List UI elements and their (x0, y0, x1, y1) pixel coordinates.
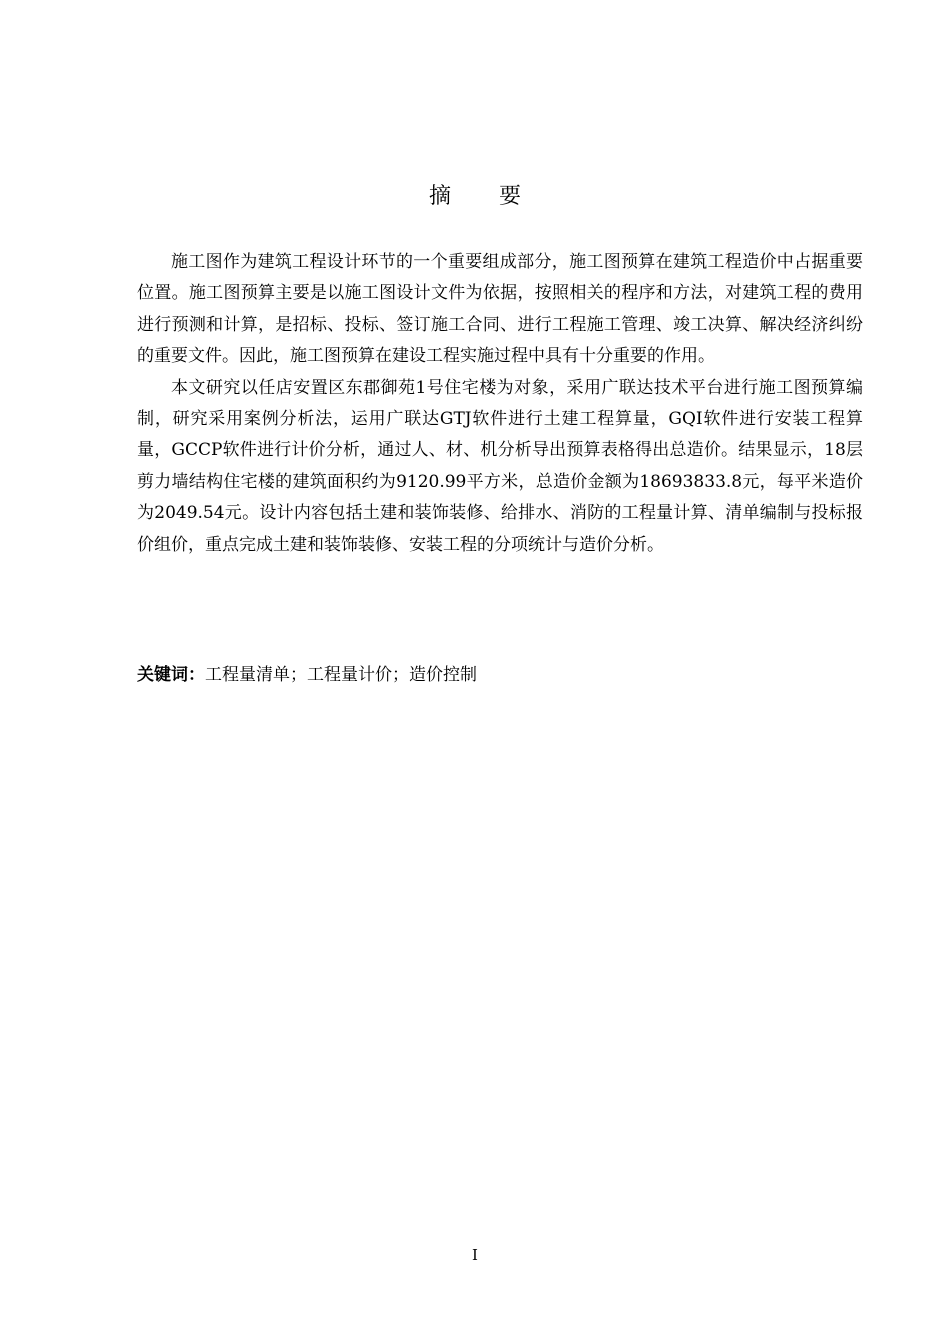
abstract-paragraph-2: 本文研究以任店安置区东郡御苑1号住宅楼为对象，采用广联达技术平台进行施工图预算编制，研究采用案例分析法，运用广联达GTJ软件进行土建工程算量，GQI软件进行安装工程算量，GCCP软件进行计价分析，通过人、材、机分析导出预算表格得出总造价。结果显示，18层剪力墙结构住宅楼的建筑面积约为9120.99平方米，总造价金额为18693833.8元，每平米造价为2049.54元。设计内容包括土建和装饰装修、给排水、消防的工程量计算、清单编制与投标报价组价，重点完成土建和装饰装修、安装工程的分项统计与造价分析。 (137, 377, 863, 555)
keywords-line (137, 661, 863, 689)
abstract-paragraph-1: 施工图作为建筑工程设计环节的一个重要组成部分，施工图预算在建筑工程造价中占据重要位置。施工图预算主要是以施工图设计文件为依据，按照相关的程序和方法，对建筑工程的费用进行预测和计算，是招标、投标、签订施工合同、进行工程施工管理、竣工决算、解决经济纠纷的重要文件。因此，施工图预算在建设工程实施过程中具有十分重要的作用。 (137, 252, 863, 367)
abstract-title: 摘要 (428, 184, 569, 209)
page-number: I (472, 1246, 478, 1264)
abstract-body (137, 247, 863, 561)
keywords-label: 关键词： (137, 665, 205, 685)
keywords-value: 工程量清单；工程量计价；造价控制 (205, 665, 477, 685)
